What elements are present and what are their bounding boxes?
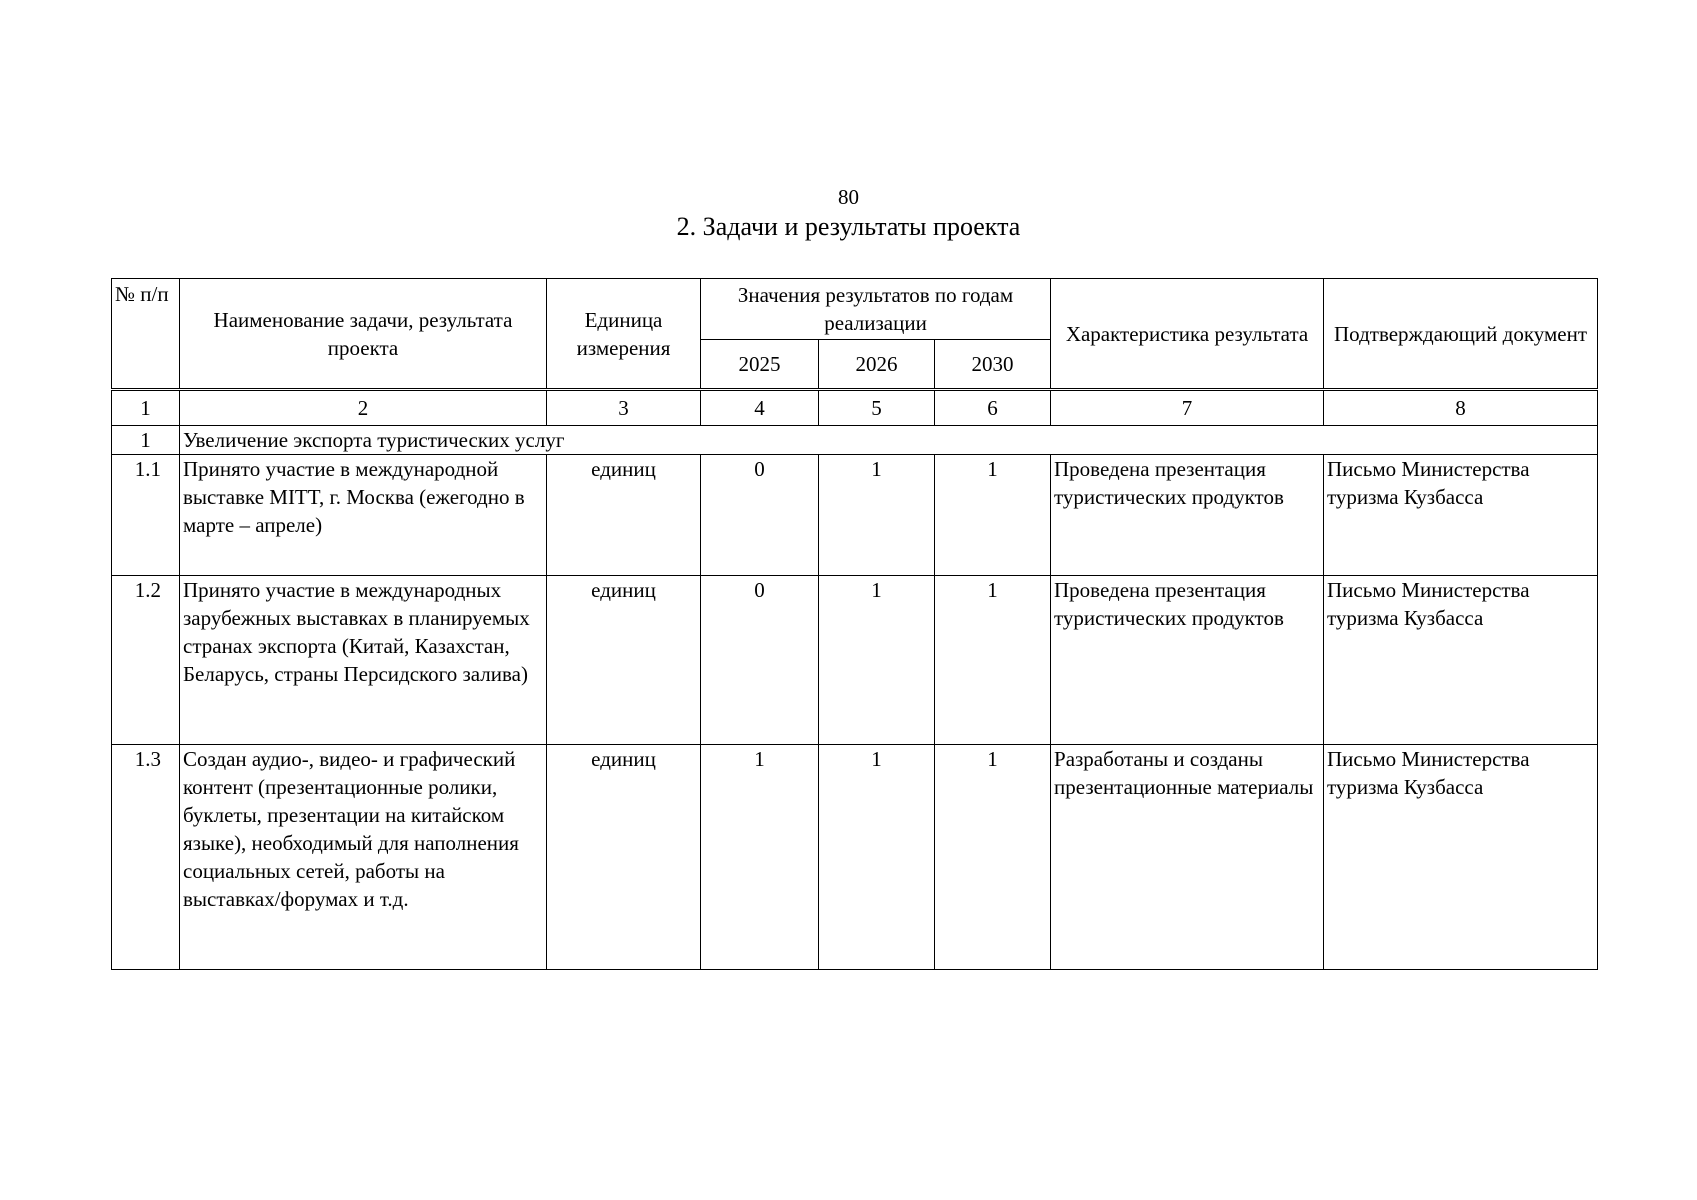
column-number: 7 xyxy=(1051,390,1324,426)
row-characteristic: Проведена презентация туристических продуктов xyxy=(1051,455,1324,576)
row-num: 1.1 xyxy=(112,455,180,576)
header-year-2030: 2030 xyxy=(935,340,1051,390)
table-row xyxy=(112,576,1598,745)
column-number: 2 xyxy=(180,390,547,426)
row-value-2026: 1 xyxy=(819,455,935,576)
header-characteristic: Характеристика результата xyxy=(1051,279,1324,390)
task-title: Увеличение экспорта туристических услуг xyxy=(180,426,1598,455)
row-value-2025: 0 xyxy=(701,455,819,576)
row-unit: единиц xyxy=(547,745,701,970)
section-title: 2. Задачи и результаты проекта xyxy=(676,212,1021,241)
column-number: 5 xyxy=(819,390,935,426)
row-num: 1.2 xyxy=(112,576,180,745)
row-value-2026: 1 xyxy=(819,745,935,970)
row-characteristic: Проведена презентация туристических продуктов xyxy=(1051,576,1324,745)
column-number: 8 xyxy=(1324,390,1598,426)
row-value-2025: 0 xyxy=(701,576,819,745)
row-unit: единиц xyxy=(547,455,701,576)
task-num: 1 xyxy=(112,426,180,455)
row-characteristic: Разработаны и созданы презентационные материалы xyxy=(1051,745,1324,970)
row-value-2026: 1 xyxy=(819,576,935,745)
row-name: Создан аудио-, видео- и графический контент (презентационные ролики, буклеты, презентации на китайском языке), необходимый для наполнения социальных сетей, работы на выставках/форумах и т.д. xyxy=(180,745,547,970)
header-year-2026: 2026 xyxy=(819,340,935,390)
row-document: Письмо Министерства туризма Кузбасса xyxy=(1324,455,1598,576)
table-row xyxy=(112,745,1598,970)
results-table xyxy=(111,278,1598,970)
row-value-2030: 1 xyxy=(935,455,1051,576)
header-row xyxy=(112,279,1598,340)
column-numbering-row xyxy=(112,390,1598,426)
row-value-2030: 1 xyxy=(935,576,1051,745)
row-document: Письмо Министерства туризма Кузбасса xyxy=(1324,576,1598,745)
row-num: 1.3 xyxy=(112,745,180,970)
column-number: 1 xyxy=(112,390,180,426)
row-document: Письмо Министерства туризма Кузбасса xyxy=(1324,745,1598,970)
header-unit: Единица измерения xyxy=(547,279,701,390)
row-name: Принято участие в международной выставке MITT, г. Москва (ежегодно в марте – апреле) xyxy=(180,455,547,576)
page-number: 80 xyxy=(838,185,859,209)
header-name: Наименование задачи, результата проекта xyxy=(180,279,547,390)
header-values-group: Значения результатов по годам реализации xyxy=(701,279,1051,340)
table-row xyxy=(112,455,1598,576)
task-row xyxy=(112,426,1598,455)
row-value-2030: 1 xyxy=(935,745,1051,970)
column-number: 4 xyxy=(701,390,819,426)
column-number: 6 xyxy=(935,390,1051,426)
header-num: № п/п xyxy=(112,279,180,390)
row-unit: единиц xyxy=(547,576,701,745)
header-document: Подтверждающий документ xyxy=(1324,279,1598,390)
column-number: 3 xyxy=(547,390,701,426)
header-year-2025: 2025 xyxy=(701,340,819,390)
row-name: Принято участие в международных зарубежных выставках в планируемых странах экспорта (Китай, Казахстан, Беларусь, страны Персидского залива) xyxy=(180,576,547,745)
row-value-2025: 1 xyxy=(701,745,819,970)
